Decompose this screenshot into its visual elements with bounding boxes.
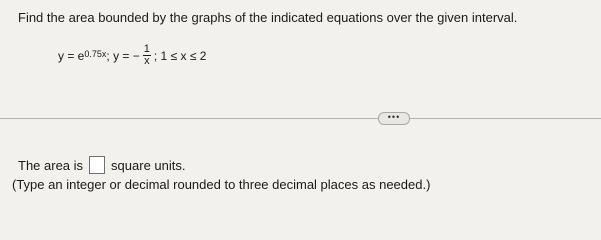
- answer-prefix: The area is: [18, 157, 84, 173]
- equations: [58, 44, 206, 67]
- fraction-numerator: 1: [143, 43, 150, 55]
- more-options-button[interactable]: •••: [378, 112, 410, 125]
- answer-line: [18, 156, 185, 174]
- question-prompt: Find the area bounded by the graphs of the indicated equations over the given interval.: [18, 10, 518, 25]
- answer-hint: (Type an integer or decimal rounded to three decimal places as needed.): [12, 177, 431, 192]
- interval: ; 1 ≤ x ≤ 2: [153, 48, 207, 63]
- equation-2-lhs: y = −: [113, 48, 140, 63]
- equation-separator: ;: [106, 48, 110, 63]
- equation-1-exponent: 0.75x: [84, 48, 107, 59]
- answer-input[interactable]: [89, 156, 105, 174]
- equation-1-lhs: y = e: [58, 48, 85, 63]
- fraction-denominator: x: [144, 55, 150, 67]
- equation-2-fraction: [143, 44, 151, 67]
- answer-suffix: square units.: [111, 157, 186, 173]
- divider: [0, 118, 601, 119]
